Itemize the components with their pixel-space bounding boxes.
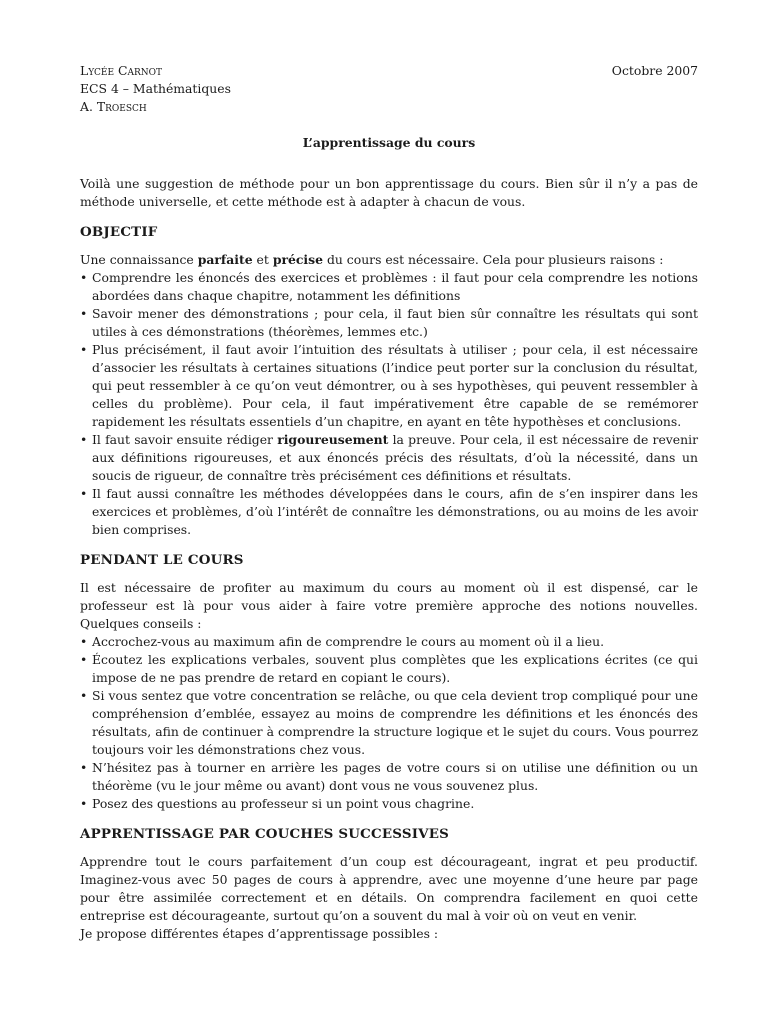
- section-heading-pendant: PENDANT LE COURS: [80, 552, 244, 568]
- author-name: A. Troesch: [80, 99, 147, 114]
- header-left: [80, 62, 231, 116]
- list-item: • Plus précisément, il faut avoir l’intuition des résultats à utiliser ; pour cela, il est nécessaire d’associer les résultats à certaines situations (l’indice peut porter sur la conclusion du résultat, qui peut ressembler à ce qu’on veut démontrer, ou à ses hypothèses, qui peuvent ressembler à celles du problème). Pour cela, il faut impérativement être capable de se remémorer rapidement les résultats essentiels d’un chapitre, en ayant en tête hypothèses et conclusions.: [80, 341, 698, 431]
- pendant-list: [80, 633, 698, 813]
- list-item: • Écoutez les explications verbales, souvent plus complètes que les explications écrites (ce qui impose de ne pas prendre de retard en copiant le cours).: [80, 651, 698, 687]
- objectif-lead: [80, 251, 698, 269]
- document-date: Octobre 2007: [611, 63, 698, 78]
- section-heading-couches: APPRENTISSAGE PAR COUCHES SUCCESSIVES: [80, 826, 450, 842]
- document-header: [80, 62, 698, 116]
- class-name: ECS 4 – Mathématiques: [80, 81, 231, 96]
- couches-lead-2: Je propose différentes étapes d’apprentissage possibles :: [80, 926, 439, 941]
- item-text: Il faut savoir ensuite rédiger: [92, 432, 278, 447]
- school-name: Lycée Carnot: [80, 63, 162, 78]
- list-item: • Posez des questions au professeur si un point vous chagrine.: [80, 795, 698, 813]
- item-text: la preuve. Pour cela, il est nécessaire de revenir aux définitions rigoureuses, et aux énoncés précis des résultats, d’où la nécessité, dans un soucis de rigueur, de connaître très précisément ces définitions et résultats.: [92, 432, 699, 483]
- pendant-lead: Il est nécessaire de profiter au maximum du cours au moment où il est dispensé, car le professeur est là pour vous aider à faire votre première approche des notions nouvelles. Quelques conseils :: [80, 580, 698, 631]
- list-item: [80, 431, 698, 485]
- list-item: • Comprendre les énoncés des exercices et problèmes : il faut pour cela comprendre les notions abordées dans chaque chapitre, notamment les définitions: [80, 269, 698, 305]
- item-bold-rigoureusement: rigoureusement: [277, 432, 389, 447]
- lead-text: du cours est nécessaire. Cela pour plusieurs raisons :: [323, 252, 664, 267]
- list-item: • Il faut aussi connaître les méthodes développées dans le cours, afin de s’en inspirer dans les exercices et problèmes, d’où l’intérêt de connaître les démonstrations, ou au moins de les avoir bien comprises.: [80, 485, 698, 539]
- lead-text: Une connaissance: [80, 252, 198, 267]
- list-item: • Accrochez-vous au maximum afin de comprendre le cours au moment où il a lieu.: [80, 633, 698, 651]
- list-item: • Si vous sentez que votre concentration se relâche, ou que cela devient trop compliqué pour une compréhension d’emblée, essayez au moins de comprendre les définitions et les énoncés des résultats, afin de continuer à comprendre la structure logique et le sujet du cours. Vous pourrez toujours voir les démonstrations chez vous.: [80, 687, 698, 759]
- list-item: • Savoir mener des démonstrations ; pour cela, il faut bien sûr connaître les résultats qui sont utiles à ces démonstrations (théorèmes, lemmes etc.): [80, 305, 698, 341]
- list-item: • N’hésitez pas à tourner en arrière les pages de votre cours si on utilise une définition ou un théorème (vu le jour même ou avant) dont vous ne vous souvenez plus.: [80, 759, 698, 795]
- objectif-list: [80, 269, 698, 539]
- lead-bold-parfaite: parfaite: [197, 252, 253, 267]
- intro-paragraph: Voilà une suggestion de méthode pour un bon apprentissage du cours. Bien sûr il n’y a pas de méthode universelle, et cette méthode est à adapter à chacun de vous.: [80, 176, 698, 209]
- section-heading-objectif: OBJECTIF: [80, 224, 158, 240]
- couches-lead: Apprendre tout le cours parfaitement d’un coup est décourageant, ingrat et peu productif. Imaginez-vous avec 50 pages de cours à apprendre, avec une moyenne d’une heure par page pour être assimilée correctement et en détails. On comprendra facilement en quoi cette entreprise est décourageante, surtout qu’on a souvent du mal à voir où on veut en venir.: [80, 854, 698, 923]
- document-title: L’apprentissage du cours: [302, 135, 476, 150]
- lead-text: et: [252, 252, 273, 267]
- lead-bold-precise: précise: [272, 252, 323, 267]
